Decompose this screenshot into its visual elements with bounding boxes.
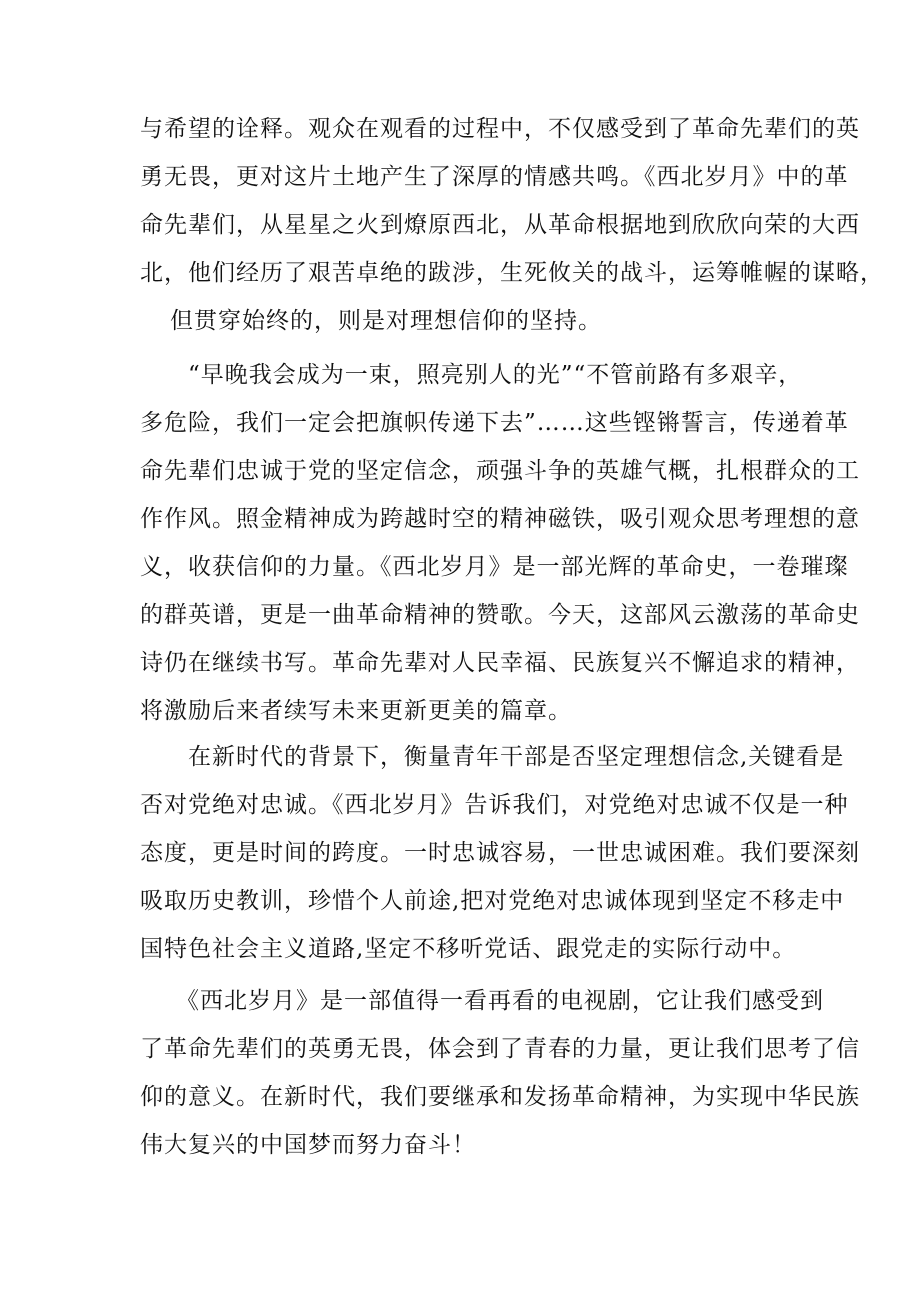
paragraph-3-line-5: 国特色社会主义道路,坚定不移听党话、跟党走的实际行动中。 — [140, 936, 797, 962]
paragraph-4-line-4: 伟大复兴的中国梦而努力奋斗！ — [140, 1132, 476, 1158]
paragraph-3-line-4: 吸取历史教训，珍惜个人前途,把对党绝对忠诚体现到坚定不移走中 — [140, 888, 845, 914]
paragraph-1-line-2: 勇无畏，更对这片土地产生了深厚的情感共鸣。《西北岁月》中的革 — [140, 164, 849, 190]
paragraph-2-line-7: 诗仍在继续书写。革命先辈对人民幸福、民族复兴不懈追求的精神， — [140, 650, 860, 676]
paragraph-1-line-4: 北，他们经历了艰苦卓绝的跋涉，生死攸关的战斗，运筹帷幄的谋略， — [140, 260, 884, 286]
paragraph-1-line-5: 但贯穿始终的，则是对理想信仰的坚持。 — [170, 308, 602, 334]
paragraph-2-line-1: “早晚我会成为一束，照亮别人的光”“不管前路有多艰辛， — [188, 362, 803, 388]
paragraph-2-line-8: 将激励后来者续写未来更新更美的篇章。 — [140, 698, 572, 724]
paragraph-4-line-2: 了革命先辈们的英勇无畏，体会到了青春的力量，更让我们思考了信 — [140, 1036, 860, 1062]
paragraph-1-line-1: 与希望的诠释。观众在观看的过程中，不仅感受到了革命先辈们的英 — [140, 116, 860, 142]
paragraph-2-line-3: 命先辈们忠诚于党的坚定信念，顽强斗争的英雄气概，扎根群众的工 — [140, 458, 860, 484]
paragraph-2-line-6: 的群英谱，更是一曲革命精神的赞歌。今天，这部风云激荡的革命史 — [140, 602, 860, 628]
paragraph-4-line-1: 《西北岁月》是一部值得一看再看的电视剧，它让我们感受到 — [176, 988, 824, 1014]
paragraph-3-line-1: 在新时代的背景下，衡量青年干部是否坚定理想信念,关键看是 — [188, 744, 845, 770]
paragraph-3-line-3: 态度，更是时间的跨度。一时忠诚容易，一世忠诚困难。我们要深刻 — [140, 840, 860, 866]
paragraph-2-line-4: 作作风。照金精神成为跨越时空的精神磁铁，吸引观众思考理想的意 — [140, 506, 860, 532]
paragraph-3-line-2: 否对党绝对忠诚。《西北岁月》告诉我们，对党绝对忠诚不仅是一种 — [140, 792, 849, 818]
paragraph-2-line-5: 义，收获信仰的力量。《西北岁月》是一部光辉的革命史，一卷璀璨 — [140, 554, 849, 580]
paragraph-2-line-2: 多危险，我们一定会把旗帜传递下去”……这些铿锵誓言，传递着革 — [140, 410, 849, 436]
paragraph-4-line-3: 仰的意义。在新时代，我们要继承和发扬革命精神，为实现中华民族 — [140, 1084, 860, 1110]
paragraph-1-line-3: 命先辈们，从星星之火到燎原西北，从革命根据地到欣欣向荣的大西 — [140, 212, 860, 238]
